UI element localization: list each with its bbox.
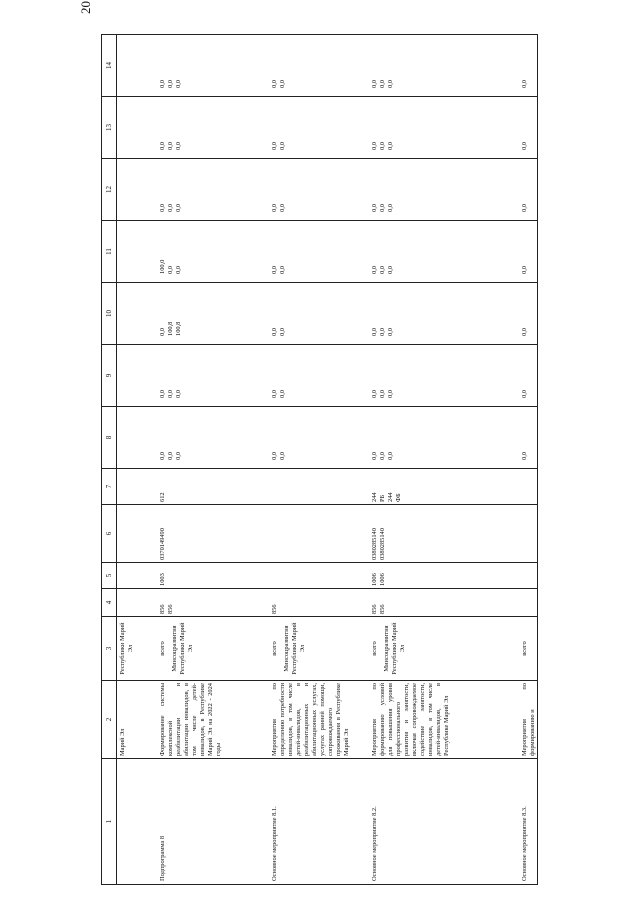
value-cell-col-12 xyxy=(519,159,538,221)
grbs-cell-line: 856 xyxy=(378,604,386,614)
grbs-cell xyxy=(369,589,519,617)
column-header-1: 1 xyxy=(102,759,117,885)
value-line: 0,0 xyxy=(520,80,528,88)
target-article-cell xyxy=(157,505,269,563)
value-line: 0,0 xyxy=(166,204,174,212)
value-line: 0,0 xyxy=(386,80,394,88)
target-article-cell-line: 0370149490 xyxy=(158,528,166,560)
value-line: 0,0 xyxy=(278,328,286,336)
value-line: 0,0 xyxy=(158,390,166,398)
program-cell: Подпрограмма 8 xyxy=(157,759,269,885)
value-line: 0,0 xyxy=(386,204,394,212)
value-line: 0,0 xyxy=(270,142,278,150)
value-line: 0,0 xyxy=(520,328,528,336)
executor-cell xyxy=(269,617,369,681)
value-cell-col-9 xyxy=(117,345,157,407)
value-line: 0,0 xyxy=(158,328,166,336)
value-line: 0,0 xyxy=(386,266,394,274)
value-line: 0,0 xyxy=(174,266,182,274)
expense-type-cell-line: РБ xyxy=(378,494,386,502)
value-cell-col-12 xyxy=(369,159,519,221)
value-line: 0,0 xyxy=(270,80,278,88)
value-line: 0,0 xyxy=(166,266,174,274)
expense-type-cell xyxy=(117,469,157,505)
value-line: 0,0 xyxy=(278,142,286,150)
value-line: 0,0 xyxy=(174,80,182,88)
rotated-table-container xyxy=(101,35,536,885)
value-line: 0,0 xyxy=(278,204,286,212)
table-body xyxy=(117,35,538,885)
executor-cell xyxy=(117,617,157,681)
executor-line: всего xyxy=(370,641,378,656)
column-header-7: 7 xyxy=(102,469,117,505)
value-line: 100,0 xyxy=(158,259,166,274)
grbs-cell-line: 856 xyxy=(158,604,166,614)
value-cell-col-11 xyxy=(519,221,538,283)
value-cell-col-13 xyxy=(519,97,538,159)
value-cell-col-10 xyxy=(519,283,538,345)
page-number: 20 xyxy=(78,1,93,14)
table-row xyxy=(157,35,269,885)
target-article-cell xyxy=(117,505,157,563)
value-cell-col-8 xyxy=(117,407,157,469)
table-row xyxy=(269,35,369,885)
section-cell xyxy=(519,563,538,589)
value-line: 0,0 xyxy=(520,204,528,212)
column-header-5: 5 xyxy=(102,563,117,589)
budget-table xyxy=(101,34,538,885)
expense-type-cell xyxy=(269,469,369,505)
value-line: 0,0 xyxy=(278,390,286,398)
value-cell-col-10 xyxy=(157,283,269,345)
section-cell xyxy=(117,563,157,589)
column-header-6: 6 xyxy=(102,505,117,563)
executor-line: всего xyxy=(520,641,528,656)
program-cell xyxy=(117,759,157,885)
value-cell-col-10 xyxy=(269,283,369,345)
column-header-10: 10 xyxy=(102,283,117,345)
value-cell-col-8 xyxy=(519,407,538,469)
value-cell-col-13 xyxy=(369,97,519,159)
value-line: 0,0 xyxy=(270,328,278,336)
value-line: 0,0 xyxy=(378,328,386,336)
column-header-4: 4 xyxy=(102,589,117,617)
executor-cell xyxy=(157,617,269,681)
grbs-cell-line: 856 xyxy=(370,604,378,614)
value-line: 0,0 xyxy=(520,452,528,460)
value-cell-col-11 xyxy=(117,221,157,283)
expense-type-cell-line: 244 xyxy=(370,492,378,502)
value-line: 0,0 xyxy=(166,390,174,398)
expense-type-cell-line: 612 xyxy=(158,492,166,502)
value-line: 0,0 xyxy=(378,266,386,274)
executor-cell xyxy=(519,617,538,681)
executor-line: всего xyxy=(158,641,166,656)
value-line: 0,0 xyxy=(370,142,378,150)
value-cell-col-11 xyxy=(269,221,369,283)
description-cell: Мероприятия по формированию условий для повышения уровня профессионального развития и занятости, включая сопровождаемое содействие занятости, инвалидов, в том числе детей-инвалидов, в Республике Марий Эл xyxy=(369,681,519,759)
value-line: 0,0 xyxy=(270,390,278,398)
section-cell-line: 1006 xyxy=(378,573,386,586)
value-cell-col-13 xyxy=(269,97,369,159)
value-line: 0,0 xyxy=(278,266,286,274)
value-line: 0,0 xyxy=(270,204,278,212)
value-line: 0,0 xyxy=(166,452,174,460)
column-header-11: 11 xyxy=(102,221,117,283)
value-line: 0,0 xyxy=(158,80,166,88)
value-line: 0,0 xyxy=(378,390,386,398)
value-line: 0,0 xyxy=(378,452,386,460)
expense-type-cell-line: 244 xyxy=(386,492,394,502)
target-article-cell-line: 0380285140 xyxy=(370,528,378,560)
value-cell-col-14 xyxy=(519,35,538,97)
value-line: 0,0 xyxy=(370,390,378,398)
value-line: 100,8 xyxy=(166,321,174,336)
target-article-cell-line: 0380285140 xyxy=(378,528,386,560)
value-cell-col-13 xyxy=(157,97,269,159)
section-cell-line: 1003 xyxy=(158,573,166,586)
description-cell: Мероприятия по определению потребности инвалидов, в том числе детей-инвалидов, в реабилитационных и абилитационных услугах, услугах ранней помощи, сопровождаемого проживания в Республике Марий Эл xyxy=(269,681,369,759)
section-cell xyxy=(157,563,269,589)
section-cell xyxy=(269,563,369,589)
value-cell-col-9 xyxy=(157,345,269,407)
target-article-cell xyxy=(519,505,538,563)
value-line: 0,0 xyxy=(370,452,378,460)
value-line: 0,0 xyxy=(378,80,386,88)
column-header-3: 3 xyxy=(102,617,117,681)
executor-cell xyxy=(369,617,519,681)
value-line: 0,0 xyxy=(386,390,394,398)
grbs-cell xyxy=(519,589,538,617)
value-cell-col-9 xyxy=(269,345,369,407)
value-cell-col-11 xyxy=(369,221,519,283)
value-line: 0,0 xyxy=(174,390,182,398)
target-article-cell xyxy=(369,505,519,563)
target-article-cell xyxy=(269,505,369,563)
value-cell-col-8 xyxy=(157,407,269,469)
description-cell: Марий Эл xyxy=(117,681,157,759)
grbs-cell xyxy=(117,589,157,617)
value-line: 0,0 xyxy=(166,80,174,88)
description-cell: Мероприятия по формированию и xyxy=(519,681,538,759)
value-line: 0,0 xyxy=(174,204,182,212)
table-row xyxy=(519,35,538,885)
value-line: 0,0 xyxy=(378,142,386,150)
expense-type-cell xyxy=(519,469,538,505)
expense-type-cell-line: ФБ xyxy=(394,493,402,502)
value-cell-col-12 xyxy=(269,159,369,221)
description-cell: Формирование системы комплексной реабилитации и абилитации инвалидов, в том числе детей-инвалидов, в Республике Марий Эл на 2022 - 2024 годы xyxy=(157,681,269,759)
column-header-9: 9 xyxy=(102,345,117,407)
grbs-cell-line: 856 xyxy=(270,604,278,614)
value-line: 0,0 xyxy=(158,142,166,150)
value-line: 0,0 xyxy=(270,266,278,274)
program-cell: Основное мероприятие 8.1. xyxy=(269,759,369,885)
value-line: 0,0 xyxy=(520,142,528,150)
value-cell-col-14 xyxy=(117,35,157,97)
value-line: 0,0 xyxy=(386,452,394,460)
column-header-14: 14 xyxy=(102,35,117,97)
value-line: 0,0 xyxy=(278,80,286,88)
column-header-8: 8 xyxy=(102,407,117,469)
value-line: 0,0 xyxy=(158,204,166,212)
value-line: 0,0 xyxy=(174,452,182,460)
value-line: 0,0 xyxy=(520,390,528,398)
value-line: 0,0 xyxy=(378,204,386,212)
column-header-12: 12 xyxy=(102,159,117,221)
value-cell-col-14 xyxy=(369,35,519,97)
grbs-cell xyxy=(157,589,269,617)
value-cell-col-8 xyxy=(269,407,369,469)
value-line: 0,0 xyxy=(370,266,378,274)
table-row xyxy=(369,35,519,885)
value-cell-col-13 xyxy=(117,97,157,159)
section-cell xyxy=(369,563,519,589)
value-line: 0,0 xyxy=(174,142,182,150)
header-row xyxy=(102,35,117,885)
value-line: 0,0 xyxy=(520,266,528,274)
section-cell-line: 1006 xyxy=(370,573,378,586)
value-cell-col-10 xyxy=(117,283,157,345)
executor-line: Минсоцразвития Республики Марий Эл xyxy=(382,622,406,675)
program-cell: Основное мероприятие 8.2. xyxy=(369,759,519,885)
value-cell-col-12 xyxy=(157,159,269,221)
value-line: 0,0 xyxy=(370,80,378,88)
executor-line: Минсоцразвития Республики Марий Эл xyxy=(170,622,194,675)
column-header-2: 2 xyxy=(102,681,117,759)
value-cell-col-11 xyxy=(157,221,269,283)
value-line: 0,0 xyxy=(370,328,378,336)
value-line: 0,0 xyxy=(370,204,378,212)
grbs-cell xyxy=(269,589,369,617)
expense-type-cell xyxy=(157,469,269,505)
value-cell-col-14 xyxy=(269,35,369,97)
table-row xyxy=(117,35,157,885)
value-cell-col-9 xyxy=(519,345,538,407)
value-line: 0,0 xyxy=(158,452,166,460)
value-cell-col-8 xyxy=(369,407,519,469)
value-cell-col-12 xyxy=(117,159,157,221)
expense-type-cell xyxy=(369,469,519,505)
program-cell: Основное мероприятие 8.3. xyxy=(519,759,538,885)
executor-line: Минсоцразвития Республики Марий Эл xyxy=(282,622,306,675)
value-line: 100,8 xyxy=(174,321,182,336)
column-header-13: 13 xyxy=(102,97,117,159)
value-line: 0,0 xyxy=(386,142,394,150)
value-line: 0,0 xyxy=(166,142,174,150)
value-cell-col-14 xyxy=(157,35,269,97)
grbs-cell-line: 856 xyxy=(166,604,174,614)
value-cell-col-10 xyxy=(369,283,519,345)
executor-line: всего xyxy=(270,641,278,656)
value-cell-col-9 xyxy=(369,345,519,407)
executor-line: Республики Марий Эл xyxy=(119,622,134,675)
value-line: 0,0 xyxy=(278,452,286,460)
value-line: 0,0 xyxy=(386,328,394,336)
value-line: 0,0 xyxy=(270,452,278,460)
